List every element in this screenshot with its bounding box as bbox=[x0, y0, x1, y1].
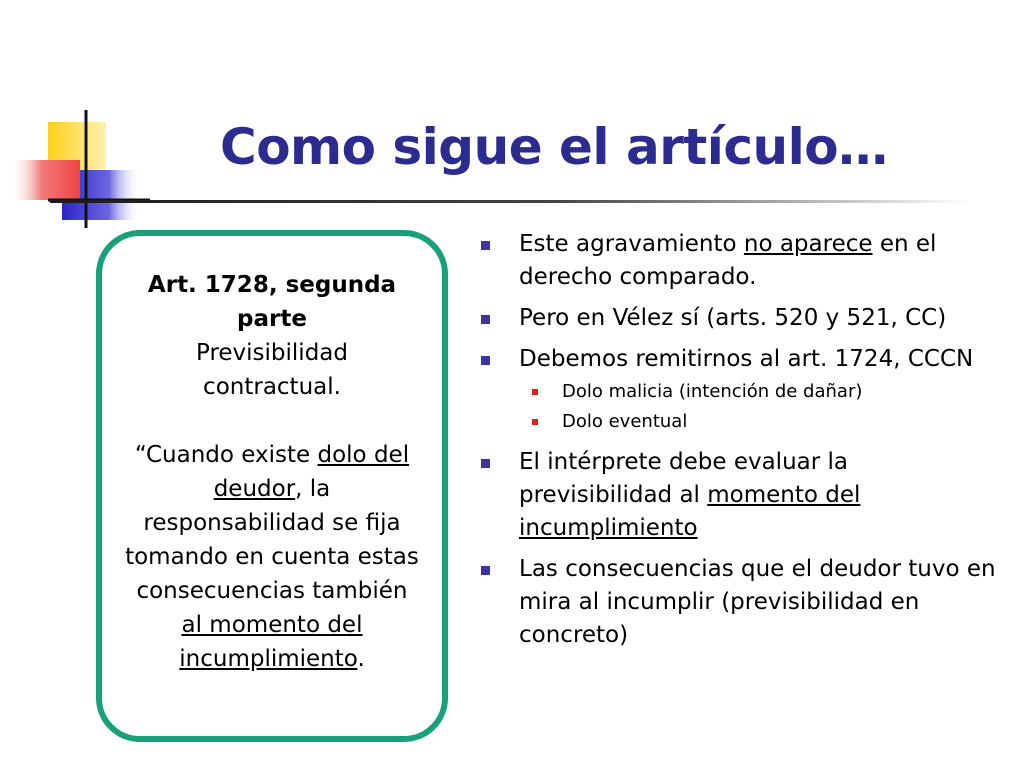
bullet-list bbox=[478, 228, 1008, 660]
bullet-underlined: momento del incumplimiento bbox=[519, 482, 861, 541]
article-heading: Art. 1728, segunda parte bbox=[147, 272, 397, 332]
title-divider bbox=[50, 200, 970, 203]
article-subtitle-line1: Previsibilidad bbox=[195, 340, 348, 366]
bullet-item bbox=[478, 343, 1008, 376]
quote-period: . bbox=[357, 646, 365, 672]
article-frame bbox=[96, 230, 448, 742]
bullet-text: Debemos remitirnos al art. 1724, CCCN bbox=[519, 346, 974, 372]
quote-part-1: “Cuando existe bbox=[134, 442, 318, 468]
sub-bullet-text: Dolo eventual bbox=[562, 411, 688, 432]
article-spacer bbox=[102, 404, 442, 438]
article-subtitle-line2: contractual. bbox=[203, 374, 341, 400]
sub-bullet-text: Dolo malicia (intención de dañar) bbox=[562, 381, 863, 402]
bullet-text: Este agravamiento bbox=[519, 231, 744, 257]
bullet-item bbox=[478, 302, 1008, 335]
slide-title: Como sigue el artículo… bbox=[220, 118, 888, 176]
bullet-text: El intérprete debe evaluar la previsibilidad al bbox=[519, 449, 848, 508]
quote-part-3: , la responsabilidad se fija tomando en cuenta estas consecuencias también bbox=[125, 476, 419, 604]
quote-underlined-momento: al momento del incumplimiento bbox=[179, 612, 363, 672]
bullet-text: en el derecho comparado. bbox=[519, 231, 937, 290]
bullet-item bbox=[478, 446, 1008, 545]
sub-bullet-item bbox=[478, 378, 1008, 406]
bullet-text: Las consecuencias que el deudor tuvo en mira al incumplir (previsibilidad en concreto) bbox=[519, 556, 996, 648]
quote-underlined-dolo: dolo del deudor bbox=[213, 442, 410, 502]
bullet-text: Pero en Vélez sí (arts. 520 y 521, CC) bbox=[519, 305, 947, 331]
bullet-item bbox=[478, 228, 1008, 294]
decorative-squares-logo bbox=[0, 0, 150, 240]
bullet-item bbox=[478, 553, 1008, 652]
bullet-underlined: no aparece bbox=[743, 231, 873, 257]
sub-bullet-item bbox=[478, 408, 1008, 436]
logo-red-square bbox=[10, 160, 80, 200]
article-quote bbox=[102, 438, 442, 676]
